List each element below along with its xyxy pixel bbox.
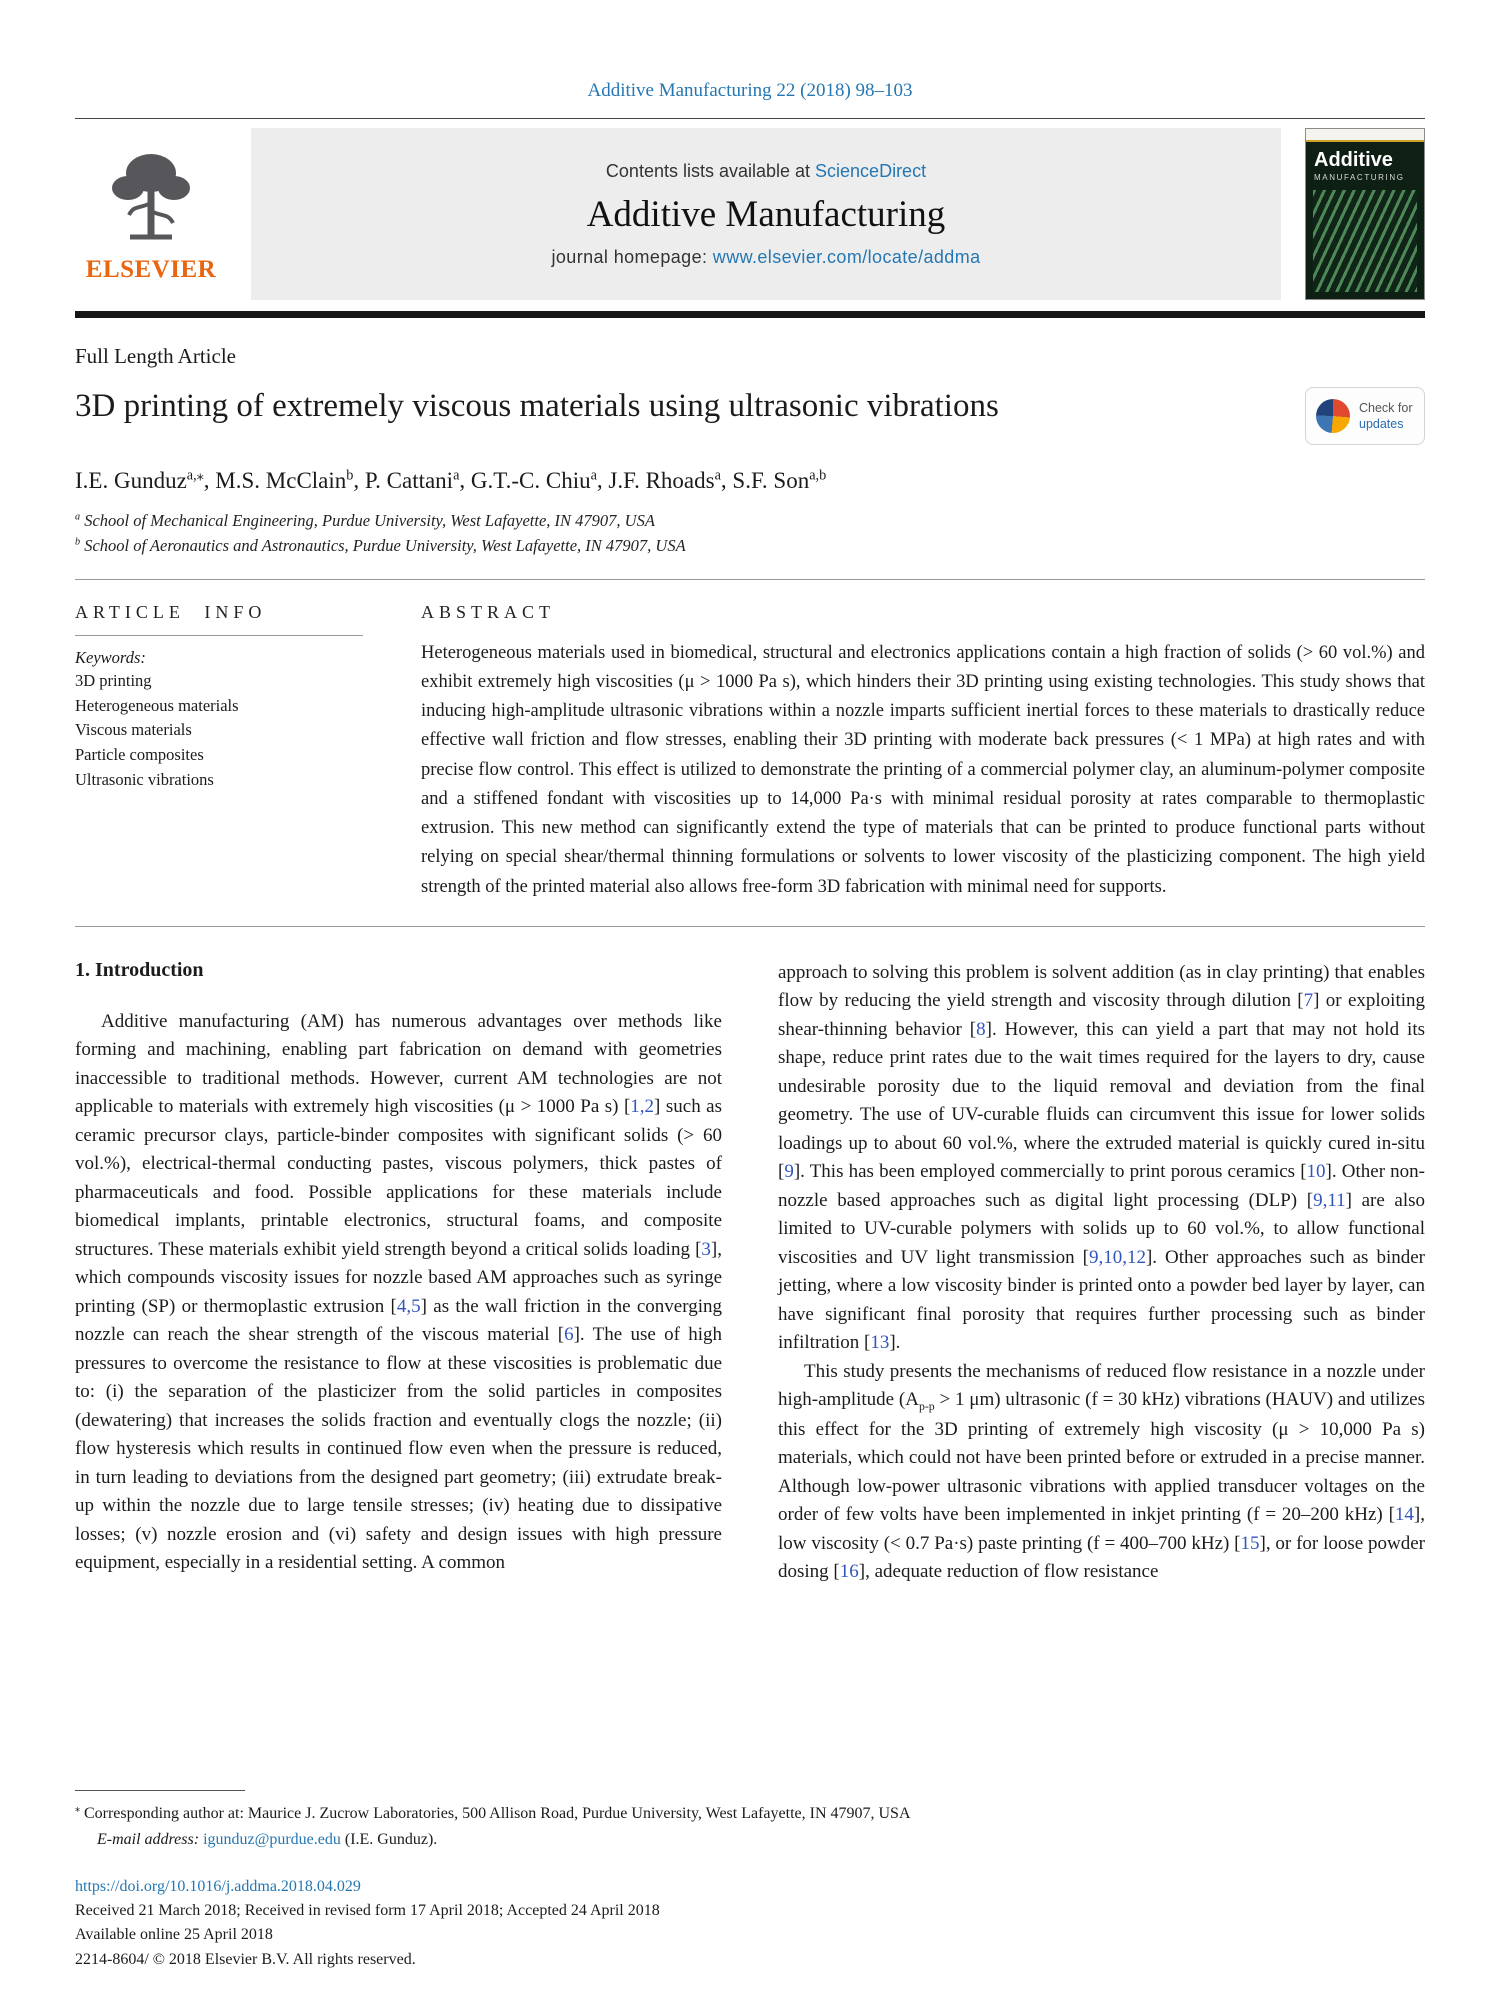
citation-link[interactable]: 4,5 (396, 1295, 421, 1317)
citation-link[interactable]: 7 (1303, 990, 1314, 1012)
citation-link[interactable]: 16 (839, 1561, 859, 1583)
elsevier-logo[interactable] (75, 145, 227, 284)
footnote-rule (75, 1790, 245, 1791)
cover-subtitle: MANUFACTURING (1314, 173, 1405, 182)
header-black-bar (75, 311, 1425, 318)
contents-prefix: Contents lists available at (605, 160, 816, 181)
journal-banner (251, 128, 1281, 300)
citation-link[interactable]: 6 (564, 1324, 574, 1346)
citation-link[interactable]: 14 (1394, 1504, 1414, 1526)
cover-artwork (1313, 190, 1417, 292)
citation-link[interactable]: 9,10,12 (1088, 1246, 1146, 1268)
author-name: I.E. Gunduz$^{a,⁎}$ (75, 467, 204, 493)
body-columns (75, 959, 1425, 1587)
citation-link[interactable]: 3 (701, 1238, 711, 1260)
citation-link[interactable]: 9 (784, 1161, 794, 1183)
article-info-heading: ARTICLE INFO (75, 601, 267, 622)
section-divider (75, 926, 1425, 927)
affiliation-line: $^b$ School of Aeronautics and Astronautics, Purdue University, West Lafayette, IN 47907, USA (75, 536, 686, 556)
journal-title: Additive Manufacturing (586, 193, 946, 235)
author-name: G.T.-C. Chiu$^a$ (470, 467, 597, 493)
homepage-prefix: journal homepage: (551, 246, 713, 267)
email-link[interactable]: igunduz@purdue.edu (203, 1830, 341, 1848)
right-column (778, 959, 1425, 1587)
title-row (75, 387, 1425, 445)
article-title: 3D printing of extremely viscous materials using ultrasonic vibrations (75, 388, 999, 424)
doi-link[interactable]: https://doi.org/10.1016/j.addma.2018.04.029 (75, 1877, 361, 1895)
sciencedirect-link[interactable]: ScienceDirect (815, 160, 927, 181)
cover-top-strip (1306, 129, 1424, 142)
journal-citation-header: Additive Manufacturing 22 (2018) 98–103 (587, 80, 913, 101)
journal-cover-thumbnail[interactable] (1305, 128, 1425, 300)
crossmark-label (1359, 400, 1413, 433)
body-paragraph: approach to solving this problem is solvent addition (as in clay printing) that enables flow by reducing the yield strength and viscosity through dilution [7] or exploiting shear-thinning behavior [8]. However, this can yield a part that may not hold its shape, reduce print rates due to the wait times required for the layers to dry, cause undesirable porosity due to the liquid removal and deviation from the final geometry. The use of UV-curable fluids can circumvent this issue for lower solids loadings up to about 60 vol.%, where the extruded material is quickly cured in-situ [9]. This has been employed commercially to print porous ceramics [10]. Other non-nozzle based approaches such as digital light processing (DLP) [9,11] are also limited to UV-curable polymers with solids up to 60 vol.%, to allow functional viscosities and UV light transmission [9,10,12]. Other approaches such as binder jetting, where a low viscosity binder is printed onto a powder bed layer by layer, can have significant final porosity that requires further processing such as binder infiltration [13]. (778, 961, 1426, 1354)
author-name: M.S. McClain$^b$ (215, 467, 354, 493)
keyword-item: Ultrasonic vibrations (75, 769, 214, 789)
crossmark-line2: updates (1359, 417, 1404, 431)
affiliation-list (75, 508, 1425, 559)
available-online: Available online 25 April 2018 (75, 1926, 273, 1944)
citation-link[interactable]: 10 (1306, 1161, 1326, 1183)
journal-header-band (75, 119, 1425, 309)
article-info-column (75, 602, 363, 902)
author-name: P. Cattani$^a$ (364, 467, 460, 493)
keywords-list (75, 669, 363, 793)
abstract-column (421, 602, 1425, 902)
copyright-line: 2214-8604/ © 2018 Elsevier B.V. All rights reserved. (75, 1950, 416, 1968)
keywords-label: Keywords: (75, 647, 146, 667)
author-name: S.F. Son$^{a,b}$ (732, 467, 827, 493)
article-category: Full Length Article (75, 344, 236, 368)
affiliation-line: $^a$ School of Mechanical Engineering, Purdue University, West Lafayette, IN 47907, USA (75, 510, 655, 530)
crossmark-icon (1316, 399, 1350, 433)
corresponding-author-note: ⁎ Corresponding author at: Maurice J. Zucrow Laboratories, 500 Allison Road, Purdue University, West Lafayette, IN 47907, USA (75, 1804, 911, 1823)
page-footer (75, 1790, 1425, 1972)
section-1-heading: 1. Introduction (75, 958, 204, 981)
left-column (75, 959, 722, 1587)
received-dates: Received 21 March 2018; Received in revised form 17 April 2018; Accepted 24 April 2018 (75, 1902, 660, 1920)
author-list: I.E. Gunduz$^{a,⁎}$, M.S. McClain$^b$, P. Cattani$^a$, G.T.-C. Chiu$^a$, J.F. Rhoads$^a$, S.F. Son$^{a,b}$ (75, 467, 827, 493)
intro-paragraph: Additive manufacturing (AM) has numerous advantages over methods like forming and machining, enabling part fabrication on demand with geometries inaccessible to traditional methods. However, current AM technologies are not applicable to materials with extremely high viscosities (μ > 1000 Pa s) [1,2] such as ceramic precursor clays, particle-binder composites with significant solids (> 60 vol.%), electrical-thermal conducting pastes, viscous polymers, thick pastes of pharmaceuticals and food. Possible applications for these materials include biomedical implants, printable electronics, structural foams, and composite structures. These materials exhibit yield strength beyond a critical solids loading [3], which compounds viscosity issues for nozzle based AM approaches such as syringe printing (SP) or thermoplastic extrusion [4,5] as the wall friction in the converging nozzle can reach the shear strength of the viscous material [6]. The use of high pressures to overcome the resistance to flow at these viscosities is problematic due to: (i) the separation of the plasticizer from the solid particles in composites (dewatering) that increases the solids fraction and eventually clogs the nozzle; (ii) flow hysteresis which results in continued flow even when the pressure is reduced, in turn leading to deviations from the designed part geometry; (iii) extrudate break-up within the nozzle due to large tensile stresses; (iv) heating due to dissipative losses; (v) nozzle erosion and (vi) safety and design issues with high pressure equipment, especially in a residential setting. A common (75, 1010, 723, 1574)
crossmark-line1: Check for (1359, 400, 1413, 415)
citation-link[interactable]: 9,11 (1313, 1189, 1346, 1211)
article-info-rule (75, 635, 363, 636)
cover-title: Additive (1314, 149, 1393, 171)
abstract-heading: ABSTRACT (421, 601, 556, 622)
email-note: E-mail address: igunduz@purdue.edu (I.E. Gunduz). (97, 1830, 438, 1848)
body-paragraph: This study presents the mechanisms of reduced flow resistance in a nozzle under high-amplitude ($A_{p-p} > 1$ μm) ultrasonic (f = 30 kHz) vibrations (HAUV) and utilizes this effect for the 3D printing of extremely high viscosity (μ > 10,000 Pa s) materials, which could not have been printed before or extruded in a precise manner. Although low-power ultrasonic vibrations with applied transducer voltages on the order of few volts have been implemented in inkjet printing (f = 20–200 kHz) [14], low viscosity (< 0.7 Pa·s) paste printing (f = 400–700 kHz) [15], or for loose powder dosing [16], adequate reduction of flow resistance (778, 1360, 1425, 1583)
citation-link[interactable]: 8 (976, 1018, 986, 1040)
author-name: J.F. Rhoads$^a$ (608, 467, 721, 493)
keyword-item: Viscous materials (75, 720, 192, 740)
journal-homepage-link[interactable]: www.elsevier.com/locate/addma (712, 246, 981, 267)
contents-line (606, 161, 926, 182)
citation-link[interactable]: 13 (870, 1332, 890, 1354)
citation-link[interactable]: 1,2 (630, 1096, 655, 1118)
elsevier-tree-icon (92, 145, 210, 249)
abstract-text: Heterogeneous materials used in biomedical, structural and electronics applications contain a high fraction of solids (> 60 vol.%) and exhibit extremely high viscosities (μ > 1000 Pa s), which hinders their 3D printing using existing technologies. This study shows that inducing high-amplitude ultrasonic vibrations within a nozzle imparts sufficient inertial forces to these materials to drastically reduce effective wall friction and flow stresses, enabling their 3D printing with moderate back pressures (< 1 MPa) at high rates and with precise flow control. This effect is utilized to demonstrate the printing of a commercial polymer clay, an aluminum-polymer composite and a stiffened fondant with viscosities up to 14,000 Pa·s with minimal residual porosity at rates comparable to thermoplastic extrusion. This new method can significantly extend the type of materials that can be printed to produce functional parts without relying on special shear/thermal thinning formulations or solvents to lower viscosity of the plasticizing component. The high yield strength of the printed material also allows free-form 3D fabrication with minimal need for supports. (421, 642, 1425, 897)
elsevier-wordmark: ELSEVIER (85, 255, 217, 283)
keyword-item: Particle composites (75, 745, 204, 765)
keyword-item: Heterogeneous materials (75, 695, 239, 715)
info-abstract-section (75, 580, 1425, 926)
keyword-item: 3D printing (75, 670, 152, 690)
citation-link[interactable]: 15 (1240, 1532, 1260, 1554)
homepage-line (551, 247, 980, 268)
publication-block (75, 1875, 1425, 1972)
check-for-updates-badge[interactable] (1305, 387, 1425, 445)
